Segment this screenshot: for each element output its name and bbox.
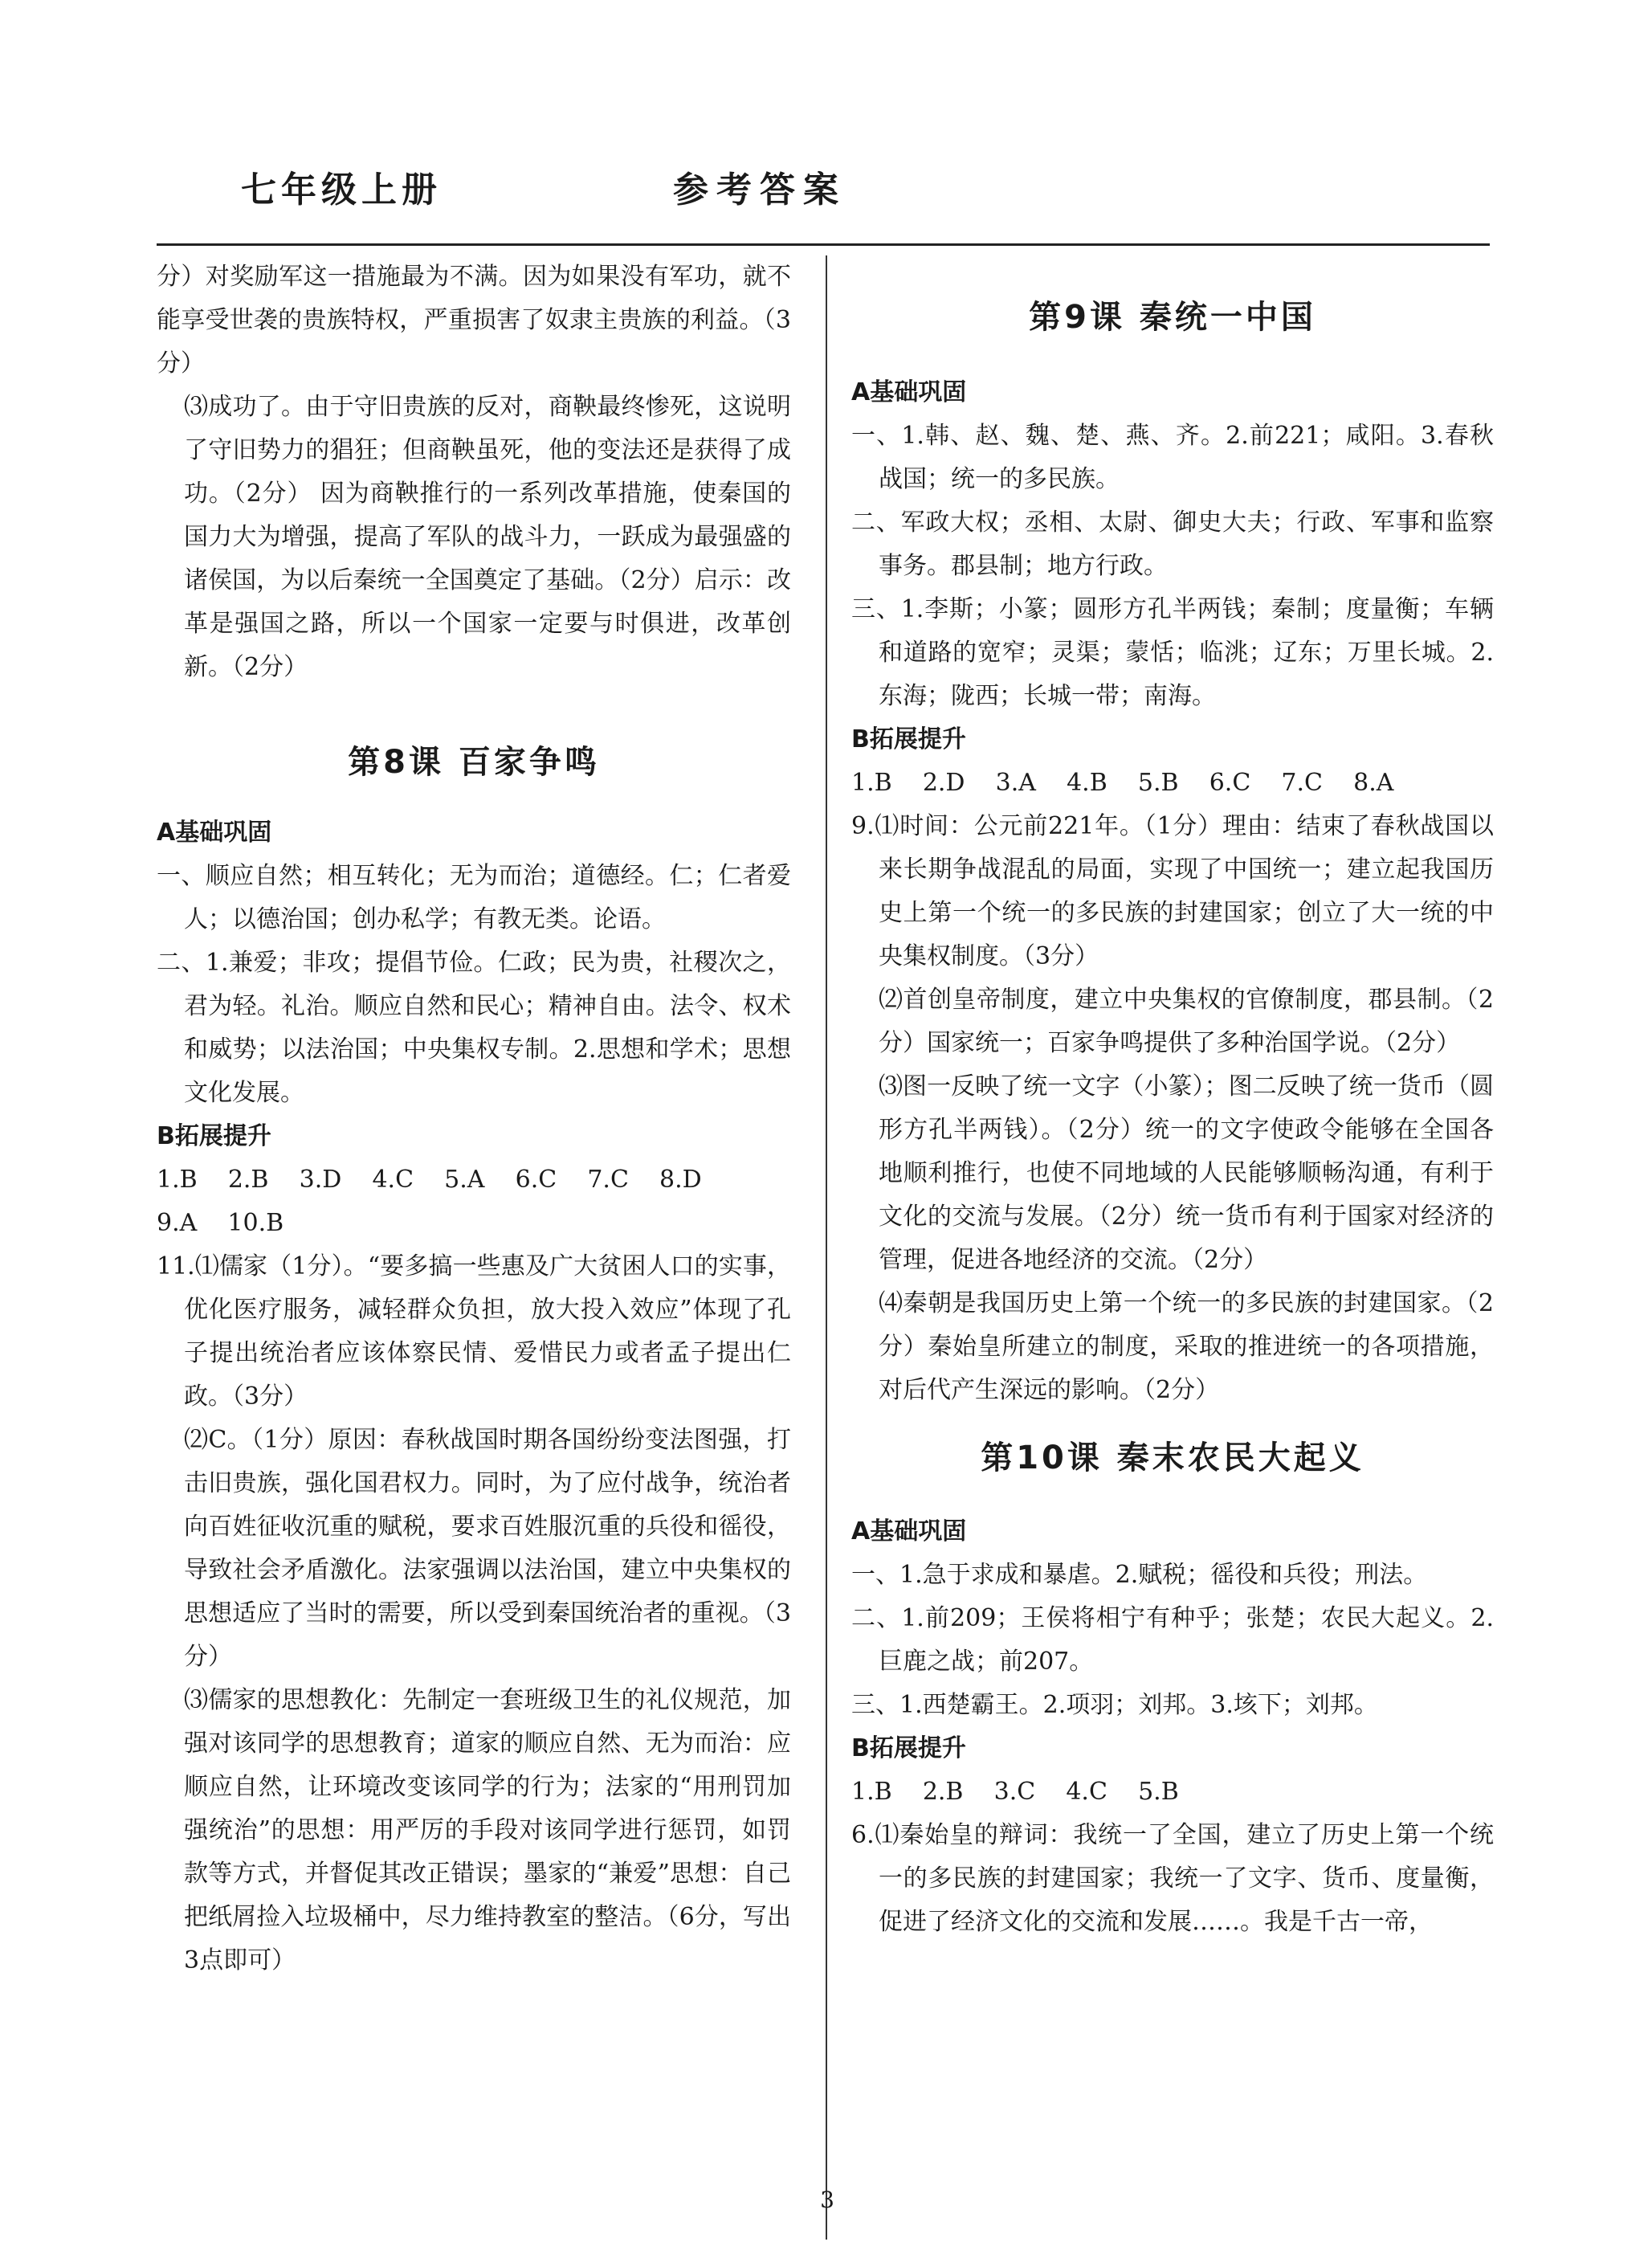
lesson9-mc-row1: 1.B 2.D 3.A 4.B 5.B 6.C 7.C 8.A xyxy=(851,769,1394,797)
lesson8-b-label: B拓展提升 xyxy=(157,1122,271,1150)
lesson10-a2: 二、1.前209；王侯将相宁有种乎；张楚；农民大起义。2.巨鹿之战；前207。 xyxy=(851,1604,1494,1676)
lesson10-a-label: A基础巩固 xyxy=(851,1517,967,1546)
lesson8-a-label: A基础巩固 xyxy=(157,819,272,847)
lesson10-title: 第10课 秦末农民大起义 xyxy=(981,1439,1364,1476)
lesson9-a3: 三、1.李斯；小篆；圆形方孔半两钱；秦制；度量衡；车辆和道路的宽窄；灵渠；蒙恬；临洮；辽东；万里长城。2.东海；陇西；长城一带；南海。 xyxy=(851,595,1494,710)
lesson8-mc-row2: 9.A 10.B xyxy=(157,1209,284,1237)
lesson9-q9-part2: ⑵首创皇帝制度，建立中央集权的官僚制度，郡县制。（2分）国家统一；百家争鸣提供了多种治国学说。（2分） xyxy=(879,986,1494,1057)
lesson8-mc-row1: 1.B 2.B 3.D 4.C 5.A 6.C 7.C 8.D xyxy=(157,1166,702,1194)
header-grade: 七年级上册 xyxy=(241,169,442,210)
header-rule xyxy=(157,243,1490,246)
column-divider xyxy=(826,255,827,2240)
right-column xyxy=(851,255,1494,1944)
lesson10-a3: 三、1.西楚霸王。2.项羽；刘邦。3.垓下；刘邦。 xyxy=(851,1691,1378,1719)
lesson9-title: 第9课 秦统一中国 xyxy=(1029,299,1316,336)
lesson9-q9-part4: ⑷秦朝是我国历史上第一个统一的多民族的封建国家。（2分）秦始皇所建立的制度，采取的推进统一的各项措施，对后代产生深远的影响。（2分） xyxy=(879,1289,1494,1404)
lesson9-a2: 二、军政大权；丞相、太尉、御史大夫；行政、军事和监察事务。郡县制；地方行政。 xyxy=(851,508,1494,580)
lesson9-b-label: B拓展提升 xyxy=(851,725,966,753)
lesson9-a1: 一、1.韩、赵、魏、楚、燕、齐。2.前221；咸阳。3.春秋战国；统一的多民族。 xyxy=(851,422,1494,493)
header-answers: 参考答案 xyxy=(673,169,846,210)
left-column xyxy=(157,255,791,1983)
cont-paragraph-2: ⑶成功了。由于守旧贵族的反对，商鞅最终惨死，这说明了守旧势力的猖狂；但商鞅虽死，他的变法还是获得了成功。（2分） 因为商鞅推行的一系列改革措施，使秦国的国力大为增强，提高了军队的战斗力，一跃成为最强盛的诸侯国，为以后秦统一全国奠定了基础。（2分）启示：改革是强国之路，所以一个国家一定要与时俱进，改革创新。（2分） xyxy=(184,393,791,681)
lesson9-a-label: A基础巩固 xyxy=(851,378,967,406)
lesson10-mc-row1: 1.B 2.B 3.C 4.C 5.B xyxy=(851,1778,1179,1806)
cont-paragraph-1: 分）对奖励军这一措施最为不满。因为如果没有军功，就不能享受世袭的贵族特权，严重损害了奴隶主贵族的利益。（3分） xyxy=(157,263,791,378)
lesson9-q9-part1: 9.⑴时间：公元前221年。（1分）理由：结束了春秋战国以来长期争战混乱的局面，实现了中国统一；建立起我国历史上第一个统一的多民族的封建国家；创立了大一统的中央集权制度。（3分） xyxy=(851,812,1494,970)
lesson8-q11-part2: ⑵C。（1分）原因：春秋战国时期各国纷纷变法图强，打击旧贵族，强化国君权力。同时，为了应付战争，统治者向百姓征收沉重的赋税，要求百姓服沉重的兵役和徭役，导致社会矛盾激化。法家强调以法治国，建立中央集权的思想适应了当时的需要，所以受到秦国统治者的重视。（3分） xyxy=(184,1426,791,1671)
lesson8-q11-part1: 11.⑴儒家（1分）。“要多搞一些惠及广大贫困人口的实事，优化医疗服务，减轻群众负担，放大投入效应”体现了孔子提出统治者应该体察民情、爱惜民力或者孟子提出仁政。（3分） xyxy=(157,1252,791,1411)
lesson9-q9-part3: ⑶图一反映了统一文字（小篆）；图二反映了统一货币（圆形方孔半两钱）。（2分）统一的文字使政令能够在全国各地顺利推行，也使不同地域的人民能够顺畅沟通，有利于文化的交流与发展。（2分）统一货币有利于国家对经济的管理，促进各地经济的交流。（2分） xyxy=(879,1072,1494,1274)
lesson8-a2: 二、1.兼爱；非攻；提倡节俭。仁政；民为贵，社稷次之，君为轻。礼治。顺应自然和民心；精神自由。法令、权术和威势；以法治国；中央集权专制。2.思想和学术；思想文化发展。 xyxy=(157,949,791,1107)
lesson8-q11-part3: ⑶儒家的思想教化：先制定一套班级卫生的礼仪规范，加强对该同学的思想教育；道家的顺应自然、无为而治：应顺应自然，让环境改变该同学的行为；法家的“用刑罚加强统治”的思想：用严厉的手段对该同学进行惩罚，如罚款等方式，并督促其改正错误；墨家的“兼爱”思想：自己把纸屑捡入垃圾桶中，尽力维持教室的整洁。（6分，写出3点即可） xyxy=(184,1686,791,1974)
lesson10-a1: 一、1.急于求成和暴虐。2.赋税；徭役和兵役；刑法。 xyxy=(851,1561,1428,1589)
lesson8-a1: 一、顺应自然；相互转化；无为而治；道德经。仁；仁者爱人；以德治国；创办私学；有教无类。论语。 xyxy=(157,862,791,933)
page-number: 3 xyxy=(820,2187,834,2213)
lesson10-b-label: B拓展提升 xyxy=(851,1734,966,1762)
lesson8-title: 第8课 百家争鸣 xyxy=(348,744,600,781)
lesson10-q6-part1: 6.⑴秦始皇的辩词：我统一了全国，建立了历史上第一个统一的多民族的封建国家；我统一了文字、货币、度量衡，促进了经济文化的交流和发展……。我是千古一帝， xyxy=(851,1821,1494,1936)
